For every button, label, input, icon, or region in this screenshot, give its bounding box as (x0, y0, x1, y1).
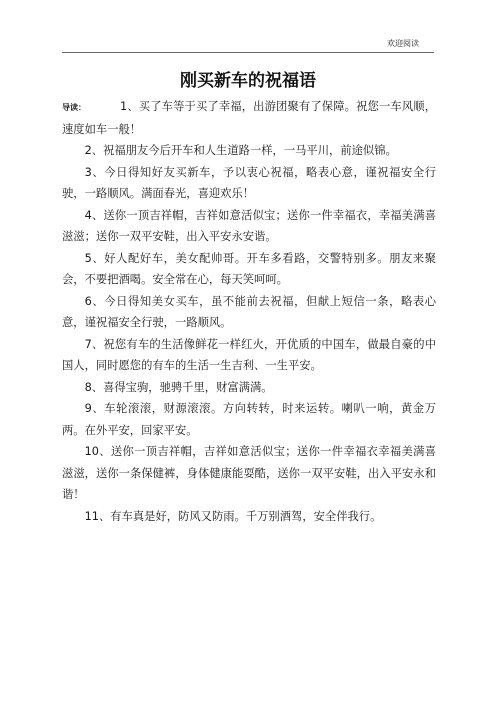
paragraph-11: 11、有车真是好，防风又防雨。千万别酒驾，安全伴我行。 (84, 509, 382, 523)
paragraph-1-text: 1、买了车等于买了幸福，出游团聚有了保障。祝您一车风顺，速度如车一般！ (62, 100, 436, 136)
paragraph-1 (62, 96, 436, 140)
header-note: 欢迎阅读 (387, 39, 419, 48)
paragraph-6: 6、今日得知美女买车，虽不能前去祝福，但献上短信一条，略表心意，谨祝福安全行驶，一路顺风。 (62, 294, 436, 329)
paragraph-9: 9、车轮滚滚，财源滚滚。方向转转，时来运转。喇叭一响，黄金万两。在外平安，回家平安。 (62, 402, 436, 437)
paragraph-2: 2、祝福朋友今后开车和人生道路一样，一马平川，前途似锦。 (84, 144, 397, 157)
page-title: 刚买新车的祝福语 (180, 71, 316, 91)
paragraph-10: 10、送你一顶吉祥帽，吉祥如意活似宝；送你一件幸福衣幸福美满喜滋滋，送你一条保健裤，身体健康能耍酷，送你一双平安鞋，出入平安永和谐！ (62, 445, 436, 501)
paragraph-3: 3、今日得知好友买新车，予以衷心祝福，略表心意，谨祝福安全行驶，一路顺风。满面春光，喜迎欢乐！ (62, 165, 436, 200)
paragraph-5: 5、好人配好车，美女配帅哥。开车多看路，交警特别多。朋友来聚会，不要把酒喝。安全常在心，每天笑呵呵。 (62, 251, 436, 286)
intro-label: 导读： (62, 103, 86, 112)
header-divider (62, 52, 434, 53)
paragraph-8: 8、喜得宝驹，驰骋千里，财富满满。 (84, 380, 273, 394)
article-body (62, 96, 436, 527)
paragraph-4: 4、送你一顶吉祥帽，吉祥如意活似宝；送你一件幸福衣，幸福美满喜滋滋；送你一双平安鞋，出入平安永安谐。 (62, 208, 436, 243)
paragraph-7: 7、祝您有车的生活像鲜花一样红火，开优质的中国车，做最自豪的中国人，同时愿您的有车的生活一生吉利、一生平安。 (62, 337, 436, 372)
